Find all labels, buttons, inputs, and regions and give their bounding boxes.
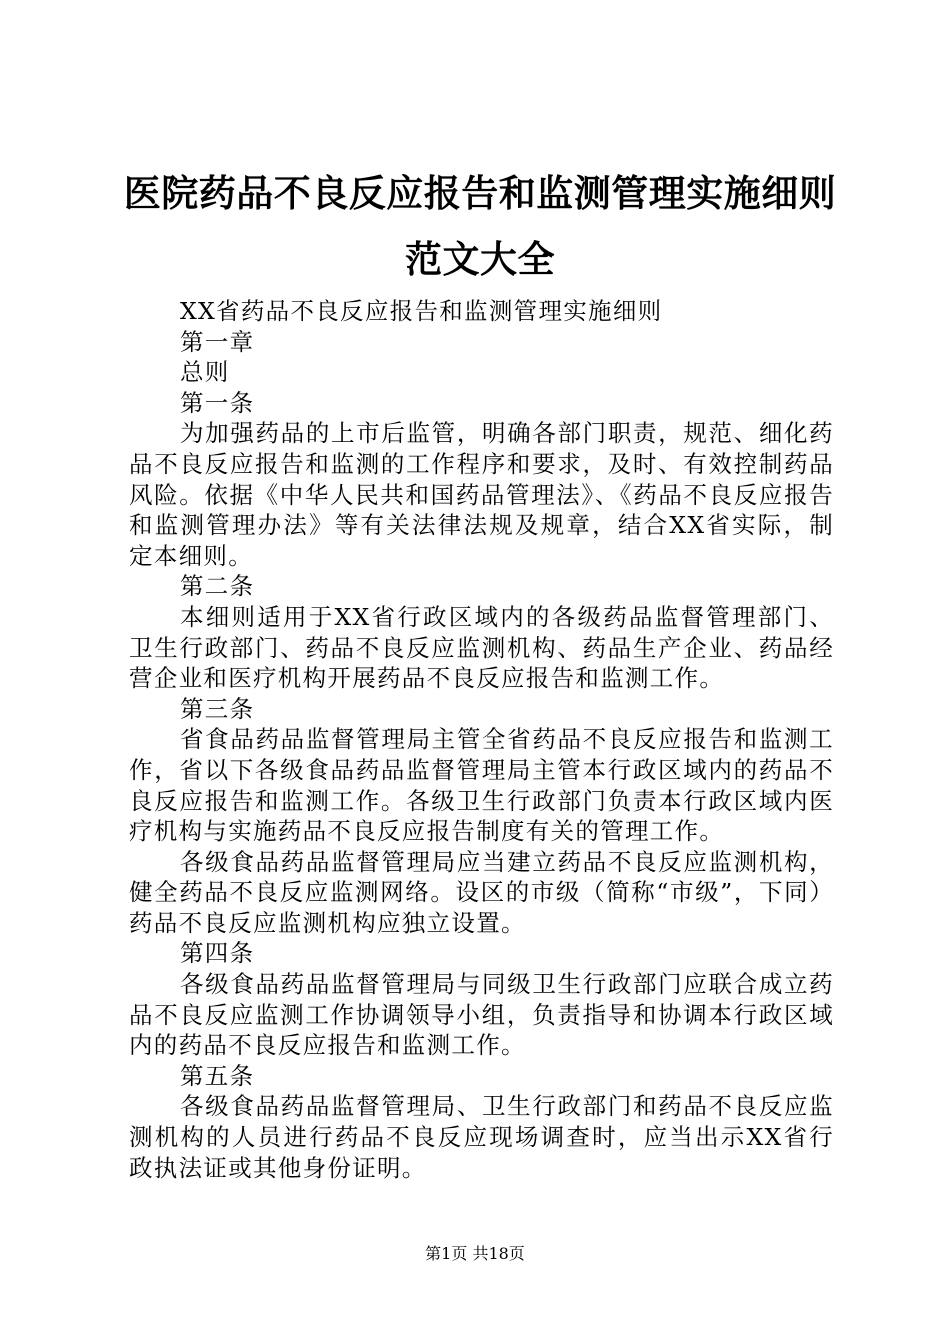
paragraph: 第四条 — [180, 939, 255, 968]
paragraph: 总则 — [180, 358, 230, 387]
document-body — [129, 296, 834, 1183]
paragraph: 各级食品药品监督管理局与同级卫生行政部门应联合成立药品不良反应监测工作协调领导小组，负责指导和协调本行政区域内的药品不良反应报告和监测工作。 — [129, 970, 834, 1060]
paragraph: 各级食品药品监督管理局应当建立药品不良反应监测机构，健全药品不良反应监测网络。设区的市级（简称“市级”，下同）药品不良反应监测机构应独立设置。 — [129, 847, 834, 937]
paragraph: 各级食品药品监督管理局、卫生行政部门和药品不良反应监测机构的人员进行药品不良反应现场调查时，应当出示XX省行政执法证或其他身份证明。 — [129, 1092, 834, 1182]
paragraph: XX省药品不良反应报告和监测管理实施细则 — [180, 297, 663, 325]
paragraph: 为加强药品的上市后监管，明确各部门职责，规范、细化药品不良反应报告和监测的工作程序和要求，及时、有效控制药品风险。依据《中华人民共和国药品管理法》、《药品不良反应报告和监测管理办法》等有关法律法规及规章，结合XX省实际，制定本细则。 — [129, 419, 834, 570]
paragraph: 第一条 — [180, 388, 255, 417]
paragraph: 第二条 — [180, 572, 255, 601]
page-footer: 第1页 共18页 — [425, 1244, 525, 1263]
document-title: 医院药品不良反应报告和监测管理实施细则范文大全 — [123, 171, 837, 281]
paragraph: 第三条 — [180, 694, 255, 723]
paragraph: 第五条 — [180, 1061, 255, 1090]
paragraph: 本细则适用于XX省行政区域内的各级药品监督管理部门、卫生行政部门、药品不良反应监测机构、药品生产企业、药品经营企业和医疗机构开展药品不良反应报告和监测工作。 — [129, 602, 834, 693]
paragraph: 第一章 — [180, 327, 255, 356]
paragraph: 省食品药品监督管理局主管全省药品不良反应报告和监测工作，省以下各级食品药品监督管理局主管本行政区域内的药品不良反应报告和监测工作。各级卫生行政部门负责本行政区域内医疗机构与实施药品不良反应报告制度有关的管理工作。 — [129, 725, 834, 846]
